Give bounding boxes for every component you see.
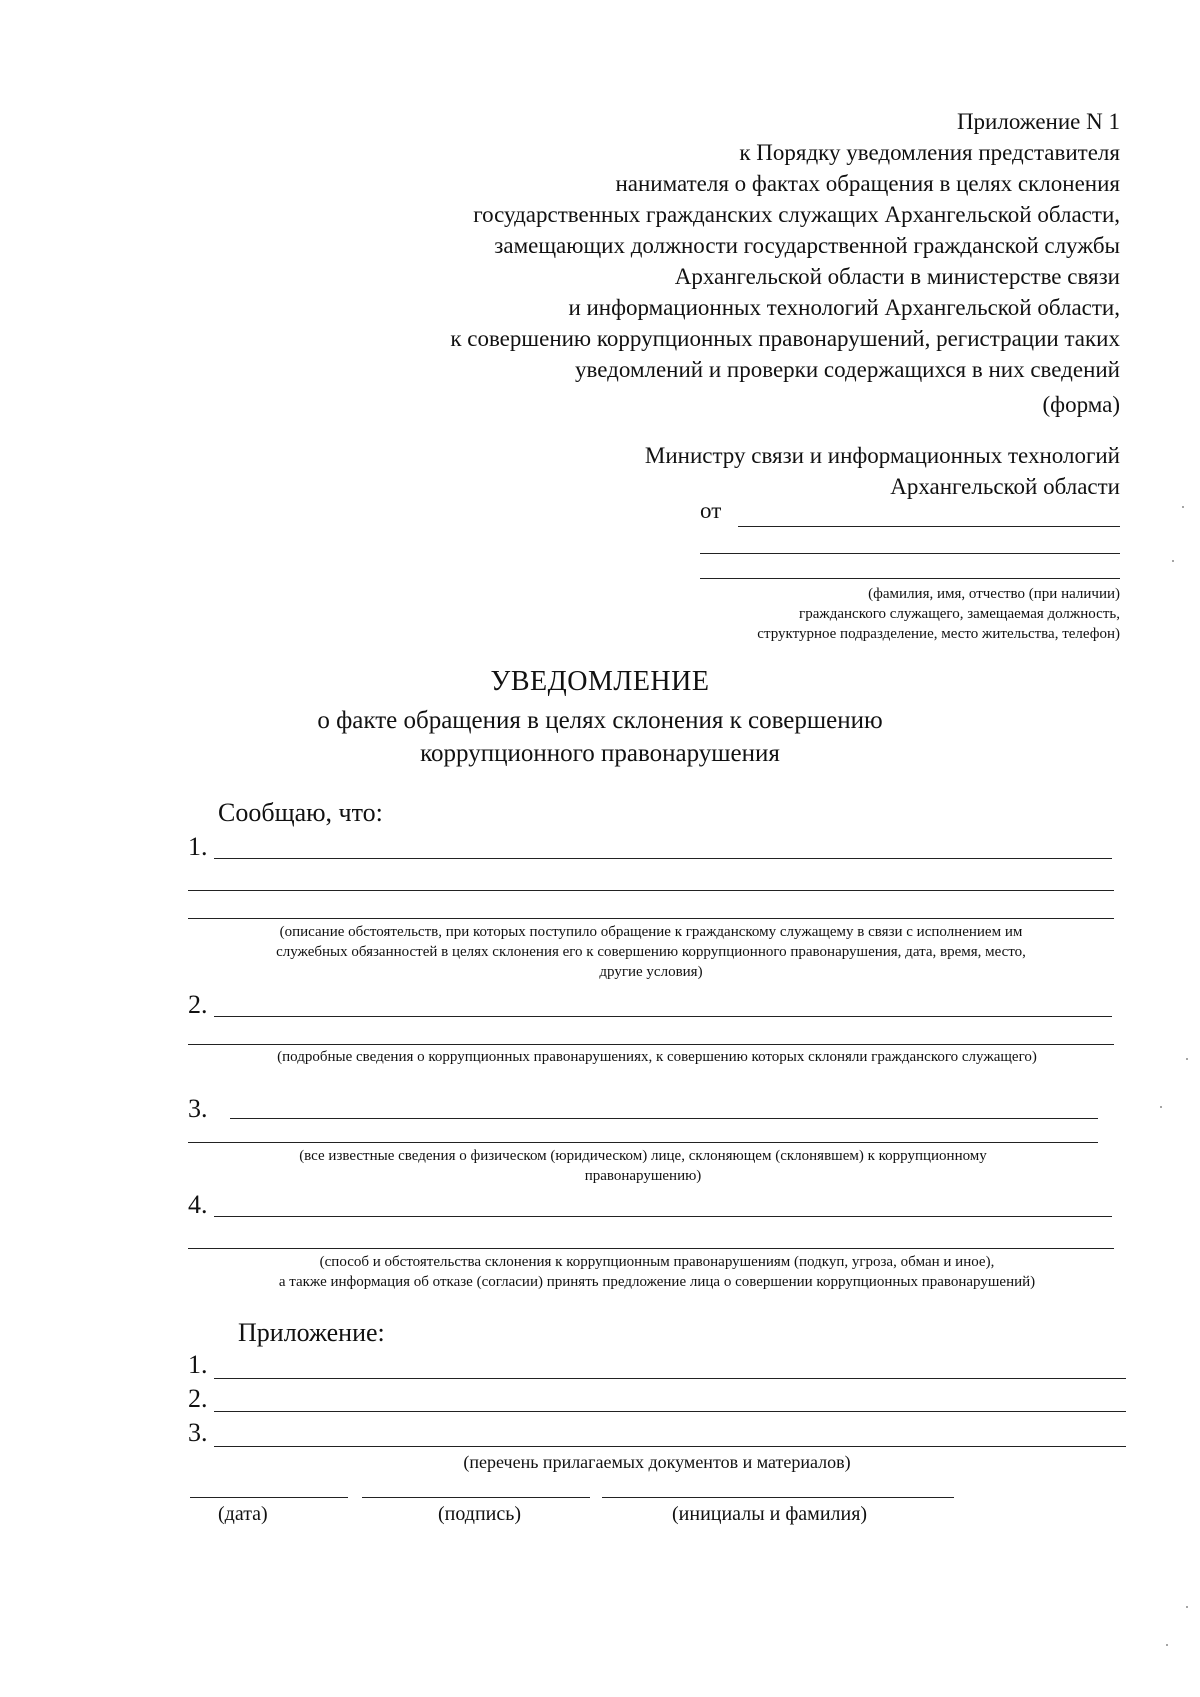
appendix-header-line: и информационных технологий Архангельской области, <box>568 295 1120 320</box>
scan-speck <box>1186 1058 1188 1060</box>
item-4-number: 4. <box>188 1190 208 1219</box>
name-field-line[interactable] <box>602 1497 954 1498</box>
item-4-caption-line: (способ и обстоятельства склонения к коррупционным правонарушениям (подкуп, угроза, обман и иное), <box>319 1254 995 1270</box>
item-2-caption-line: (подробные сведения о коррупционных правонарушениях, к совершению которых склоняли гражданского служащего) <box>277 1049 1037 1065</box>
scan-speck <box>1182 506 1184 508</box>
item-2-number: 2. <box>188 990 208 1019</box>
name-label: (инициалы и фамилия) <box>672 1503 868 1525</box>
item-4-field-line-2[interactable] <box>188 1248 1114 1249</box>
appendix-header-line: государственных гражданских служащих Архангельской области, <box>473 202 1120 227</box>
attachments-title: Приложение: <box>238 1318 385 1347</box>
signature-label: (подпись) <box>438 1503 522 1525</box>
appendix-number: Приложение N 1 <box>956 109 1120 134</box>
addressee-line-2: Архангельской области <box>890 474 1120 499</box>
item-1-caption-line: другие условия) <box>599 964 703 980</box>
from-label: от <box>700 498 722 523</box>
item-1-caption-line: (описание обстоятельств, при которых поступило обращение к гражданскому служащему в связи с исполнением им <box>279 924 1023 940</box>
subtitle-line-1: о факте обращения в целях склонения к совершению <box>317 707 883 734</box>
attachments-caption: (перечень прилагаемых документов и материалов) <box>463 1452 851 1472</box>
item-3-field-line-1[interactable] <box>230 1118 1098 1119</box>
appendix-header-line: Архангельской области в министерстве связи <box>674 264 1120 289</box>
item-4-field-line-1[interactable] <box>214 1216 1112 1217</box>
sender-caption-line: гражданского служащего, замещаемая должность, <box>799 606 1120 622</box>
document-subtitle <box>0 704 1200 770</box>
item-2-field-line-2[interactable] <box>188 1044 1114 1045</box>
date-label: (дата) <box>218 1503 268 1525</box>
sender-caption-line: (фамилия, имя, отчество (при наличии) <box>868 586 1120 602</box>
form-label: (форма) <box>1042 392 1120 417</box>
scan-speck <box>1186 1606 1188 1608</box>
appendix-header-line: к совершению коррупционных правонарушений, регистрации таких <box>450 326 1120 351</box>
item-3-caption-line: правонарушению) <box>584 1168 702 1184</box>
date-field-line[interactable] <box>190 1497 348 1498</box>
sender-field-line-3[interactable] <box>700 578 1120 579</box>
scan-speck <box>1166 1644 1168 1646</box>
from-field <box>700 498 1120 528</box>
lead-text: Сообщаю, что: <box>218 798 383 827</box>
attachment-2-field-line[interactable] <box>214 1411 1126 1412</box>
attachment-3-number: 3. <box>188 1418 208 1447</box>
scan-speck <box>1172 560 1174 562</box>
appendix-header-line: нанимателя о фактах обращения в целях склонения <box>615 171 1120 196</box>
signature-field-line[interactable] <box>362 1497 590 1498</box>
item-4-caption <box>188 1252 1126 1292</box>
item-3-number: 3. <box>188 1094 208 1123</box>
document-title: УВЕДОМЛЕНИЕ <box>490 666 710 697</box>
addressee-line-1: Министру связи и информационных технологий <box>644 443 1120 468</box>
item-4-caption-line: а также информация об отказе (согласии) принять предложение лица о совершении коррупционных правонарушений) <box>278 1274 1036 1290</box>
item-1-field-line-3[interactable] <box>188 918 1114 919</box>
scan-speck <box>1160 1106 1162 1108</box>
attachment-1-field-line[interactable] <box>214 1378 1126 1379</box>
item-3-caption-line: (все известные сведения о физическом (юридическом) лице, склоняющем (склонявшем) к коррупционному <box>299 1148 987 1164</box>
item-1-caption-line: служебных обязанностей в целях склонения его к совершению коррупционного правонарушения, дата, время, место, <box>276 944 1026 960</box>
appendix-header <box>340 106 1120 385</box>
item-1-caption <box>188 922 1114 982</box>
sender-caption <box>600 584 1120 644</box>
subtitle-line-2: коррупционного правонарушения <box>420 740 780 767</box>
sender-caption-line: структурное подразделение, место жительства, телефон) <box>757 626 1120 642</box>
appendix-header-line: замещающих должности государственной гражданской службы <box>494 233 1120 258</box>
attachment-1-number: 1. <box>188 1350 208 1379</box>
sender-field-line-1[interactable] <box>738 526 1120 527</box>
item-1-number: 1. <box>188 832 208 861</box>
appendix-header-line: уведомлений и проверки содержащихся в них сведений <box>575 357 1120 382</box>
attachment-2-number: 2. <box>188 1384 208 1413</box>
item-3-field-line-2[interactable] <box>188 1142 1098 1143</box>
addressee-block <box>520 440 1120 502</box>
attachment-3-field-line[interactable] <box>214 1446 1126 1447</box>
sender-field-line-2[interactable] <box>700 553 1120 554</box>
item-2-field-line-1[interactable] <box>214 1016 1112 1017</box>
item-1-field-line-1[interactable] <box>214 858 1112 859</box>
item-2-caption <box>188 1047 1126 1067</box>
item-1-field-line-2[interactable] <box>188 890 1114 891</box>
appendix-header-line: к Порядку уведомления представителя <box>739 140 1120 165</box>
item-3-caption <box>188 1146 1098 1186</box>
